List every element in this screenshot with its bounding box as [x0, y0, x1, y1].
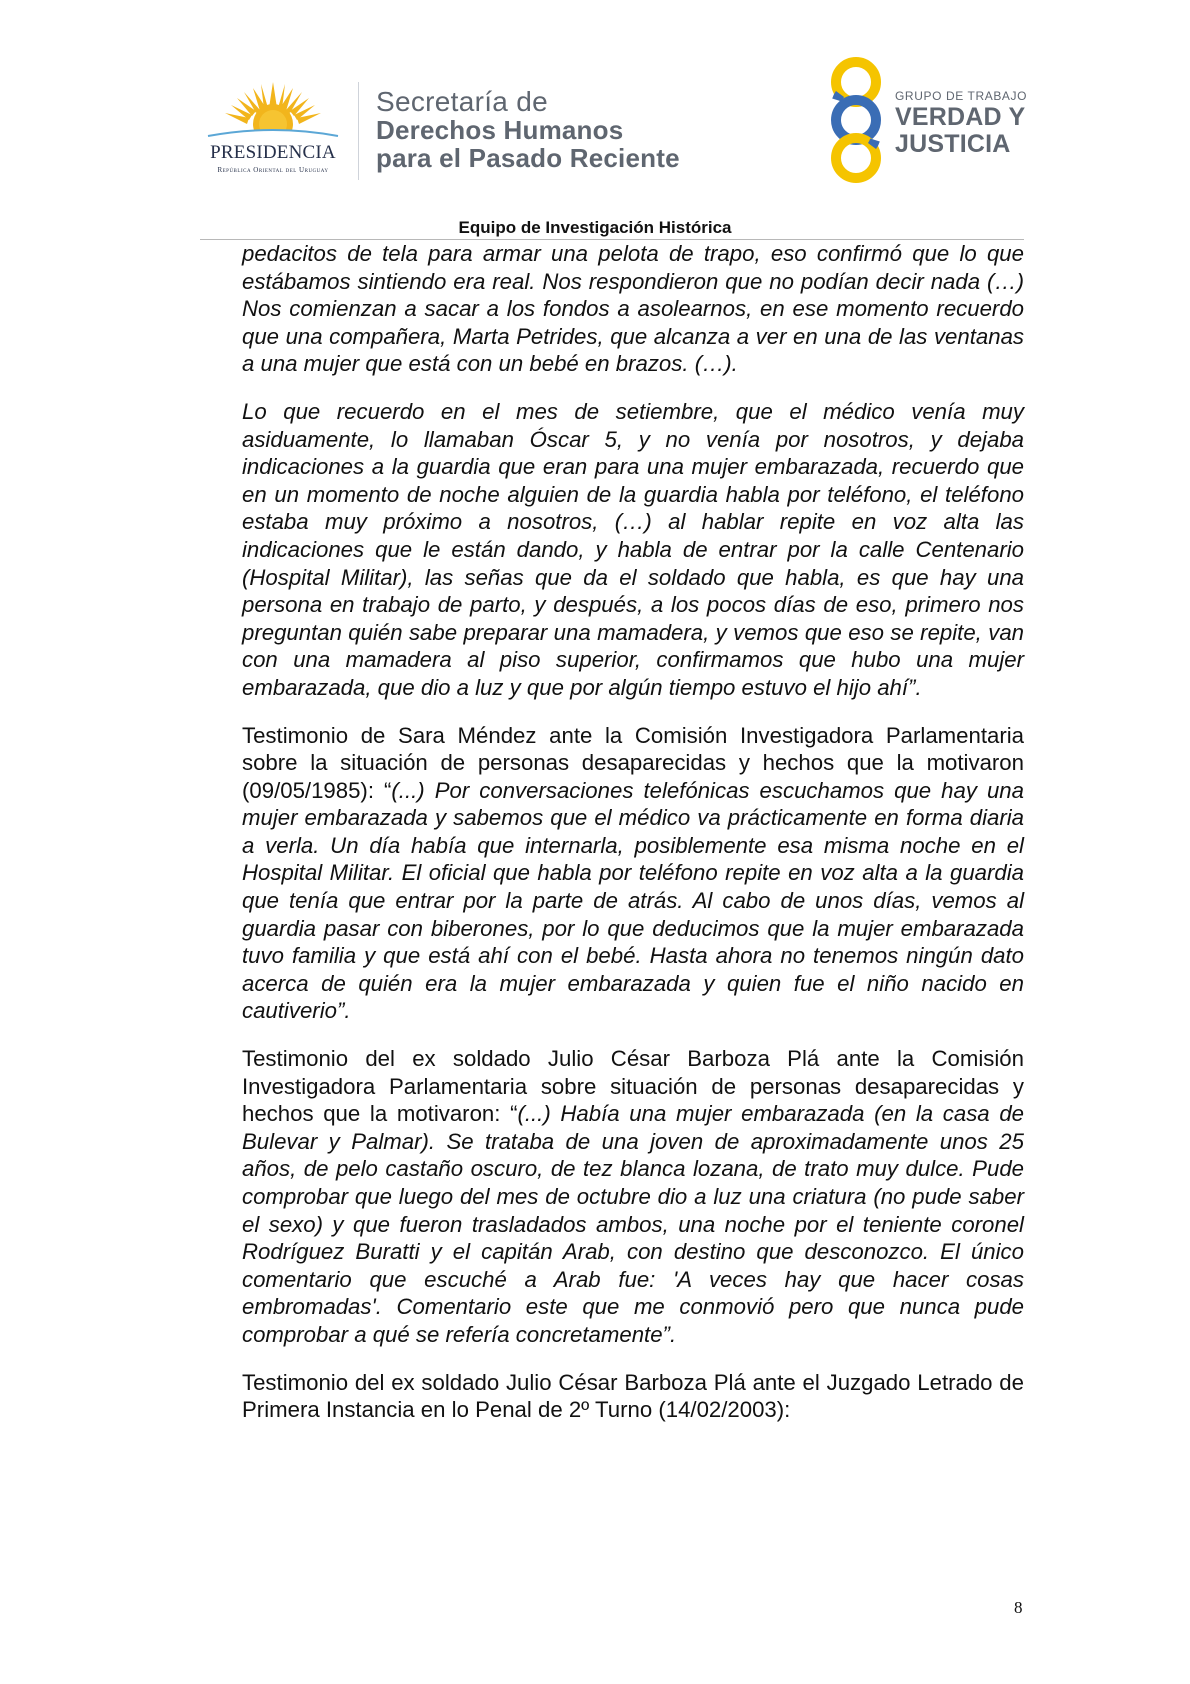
quote-text: (...) Por conversaciones telefónicas escuchamos que hay una mujer embarazada y sabemos que el médico va prácticamente en forma diaria a verla. Un día había que internarla, posiblemente esa misma noche en el Hospital Militar. El oficial que habla por teléfono repite en voz alta a la guardia que tenía que entrar por la parte de atrás. Al cabo de unos días, vemos al guardia pasar con biberones, por lo que deducimos que la mujer embarazada tuvo familia y que está ahí con el bebé. Hasta ahora no tenemos ningún dato acerca de quién era la mujer embarazada y quien fue el niño nacido en cautiverio”.	[242, 777, 1024, 1024]
team-title: Equipo de Investigación Histórica	[458, 218, 732, 237]
grupo-line2: VERDAD Y	[895, 103, 1026, 131]
secretaria-title	[376, 88, 680, 172]
paragraph-4	[242, 1045, 1024, 1349]
paragraph-3	[242, 722, 1024, 1026]
page-header	[0, 0, 1190, 240]
secretaria-line2: Derechos Humanos	[376, 115, 624, 145]
quote-text: pedacitos de tela para armar una pelota de trapo, eso confirmó que lo que estábamos sintiendo era real. Nos respondieron que no podían decir nada (…) Nos comienzan a sacar a los fondos a asolearnos, en ese momento recuerdo que una compañera, Marta Petrides, que alcanza a ver en una de las ventanas a una mujer que está con un bebé en brazos. (…).	[242, 241, 1024, 377]
paragraph-1	[242, 240, 1024, 378]
quote-text: Lo que recuerdo en el mes de setiembre, que el médico venía muy asiduamente, lo llamaban Óscar 5, y no venía por nosotros, y dejaba indicaciones a la guardia que eran para una mujer embarazada, recuerdo que en un momento de noche alguien de la guardia habla por teléfono, el teléfono estaba muy próximo a nosotros, (…) al hablar repite en voz alta las indicaciones que le están dando, y habla de entrar por la calle Centenario (Hospital Militar), las señas que da el soldado que habla, es que hay una persona en trabajo de parto, y después, a los pocos días de eso, primero nos preguntan quién sabe preparar una mamadera, y vemos que eso se repite, van con una mamadera al piso superior, confirmamos que hubo una mujer embarazada, que dio a luz y que por algún tiempo estuvo el hijo ahí”.	[242, 398, 1024, 700]
chain-rings-icon	[820, 56, 892, 184]
presidencia-logo	[198, 80, 348, 180]
intro-text: Testimonio de Sara Méndez ante la Comisión Investigadora Parlamentaria sobre la situación de personas desaparecidas y hechos que la motivaron (09/05/1985): “	[242, 722, 1024, 803]
quote-text: (...) Había una mujer embarazada (en la casa de Bulevar y Palmar). Se trataba de una joven de aproximadamente unos 25 años, de pelo castaño oscuro, de tez blanca lozana, de trato muy dulce. Pude comprobar que luego del mes de octubre dio a luz una criatura (no pude saber el sexo) y que fueron trasladados ambos, una noche por el teniente coronel Rodríguez Buratti y el capitán Arab, con destino que desconozco. El único comentario que escuché a Arab fue: 'A veces hay que hacer cosas embromadas'. Comentario este que me conmovió pero que nunca pude comprobar a qué se refería concretamente”.	[242, 1101, 1024, 1347]
secretaria-line3: para el Pasado Reciente	[376, 143, 680, 173]
logo-divider	[358, 82, 359, 180]
paragraph-2	[242, 398, 1024, 702]
intro-text: Testimonio del ex soldado Julio César Barboza Plá ante el Juzgado Letrado de Primera Instancia en lo Penal de 2º Turno (14/02/2003):	[242, 1369, 1024, 1423]
document-body	[242, 240, 1024, 1444]
presidencia-subtitle: República Oriental del Uruguay	[217, 166, 329, 174]
presidencia-name: PRESIDENCIA	[210, 142, 336, 163]
page-number: 8	[1014, 1598, 1023, 1617]
verdad-justicia-logo	[820, 56, 1030, 184]
grupo-line3: JUSTICIA	[895, 130, 1011, 158]
intro-text: Testimonio del ex soldado Julio César Barboza Plá ante la Comisión Investigadora Parlamentaria sobre situación de personas desaparecidas y hechos que la motivaron: “	[242, 1046, 1024, 1127]
secretaria-line1: Secretaría de	[376, 86, 548, 117]
sun-icon	[198, 80, 348, 144]
paragraph-5	[242, 1369, 1024, 1424]
grupo-line1: GRUPO DE TRABAJO	[895, 89, 1028, 103]
